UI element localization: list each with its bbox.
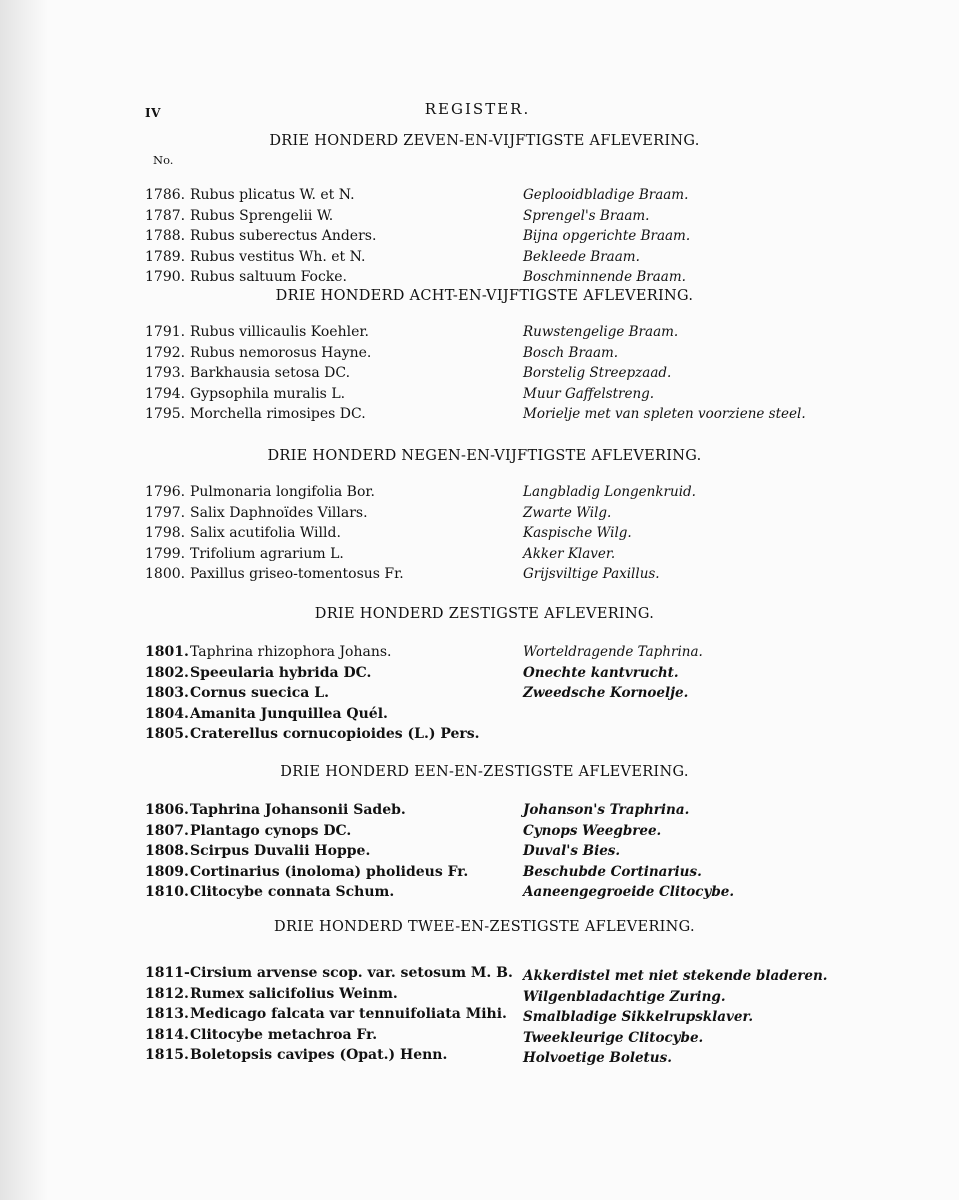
latin-name: Medicago falcata var tennuifoliata Mihi. (190, 1006, 507, 1022)
entry-number: 1815. (145, 1047, 189, 1063)
dutch-name: Tweekleurige Clitocybe. (523, 1029, 704, 1046)
entry-number: 1800. (145, 566, 186, 582)
entry-number: 1789. (145, 248, 186, 265)
latin-name: Cortinarius (inoloma) pholideus Fr. (190, 863, 469, 880)
list-item (0, 685, 959, 706)
latin-name: Gypsophila muralis L. (190, 385, 346, 402)
section-title: DRIE HONDERD ACHT-EN-VIJFTIGSTE AFLEVERING. (275, 288, 694, 304)
entry-number: 1798. (145, 525, 186, 541)
list-item (0, 864, 959, 885)
dutch-name: Bekleede Braam. (523, 248, 640, 265)
list-item (0, 269, 959, 290)
latin-name: Rubus plicatus W. et N. (190, 187, 355, 203)
dutch-name: Muur Gaffelstreng. (523, 385, 655, 402)
dutch-name: Smalbladige Sikkelrupsklaver. (523, 1009, 754, 1025)
entry-list (0, 484, 959, 587)
latin-name: Plantago cynops DC. (190, 822, 352, 839)
entry-number: 1790. (145, 269, 186, 285)
dutch-name: Aaneengegroeide Clitocybe. (523, 884, 735, 900)
dutch-name: Morielje met van spleten voorziene steel. (523, 406, 806, 422)
dutch-name: Langbladig Longenkruid. (523, 484, 696, 500)
latin-name: Paxillus griseo-tomentosus Fr. (190, 566, 404, 582)
entry-list (0, 965, 959, 1068)
dutch-name: Akker Klaver. (523, 545, 616, 562)
entry-number: 1807. (145, 822, 189, 839)
dutch-name: Duval's Bies. (523, 843, 621, 859)
list-item (0, 665, 959, 686)
latin-name: Craterellus cornucopioides (L.) Pers. (190, 726, 480, 742)
section-title: DRIE HONDERD ZEVEN-EN-VIJFTIGSTE AFLEVERING. (269, 133, 700, 149)
list-item (0, 644, 959, 665)
list-item (0, 1027, 959, 1048)
latin-name: Rubus Sprengelii W. (190, 207, 334, 224)
dutch-name: Worteldragende Taphrina. (523, 644, 703, 660)
latin-name: Scirpus Duvalii Hoppe. (190, 843, 371, 859)
entry-list (0, 802, 959, 905)
entry-number: 1797. (145, 504, 186, 521)
list-item (0, 525, 959, 546)
list-item (0, 386, 959, 407)
list-item (0, 566, 959, 587)
page-title (0, 100, 959, 118)
latin-name: Cirsium arvense scop. var. setosum M. B. (190, 965, 513, 981)
list-item (0, 726, 959, 747)
dutch-name: Bosch Braam. (523, 344, 619, 361)
latin-name: Barkhausia setosa DC. (190, 365, 351, 381)
latin-name: Taphrina rhizophora Johans. (190, 644, 392, 660)
list-item (0, 843, 959, 864)
dutch-name: Johanson's Traphrina. (523, 802, 690, 818)
entry-number: 1793. (145, 365, 186, 381)
entry-number: 1814. (145, 1026, 189, 1043)
latin-name: Rubus villicaulis Koehler. (190, 324, 369, 340)
list-item (0, 365, 959, 386)
list-item (0, 986, 959, 1007)
dutch-name: Sprengel's Braam. (523, 207, 650, 224)
entry-number: 1786. (145, 187, 186, 203)
latin-name: Clitocybe metachroa Fr. (190, 1026, 378, 1043)
page-number: IV (145, 106, 161, 120)
list-item (0, 324, 959, 345)
entry-number: 1799. (145, 545, 186, 562)
dutch-name: Onechte kantvrucht. (523, 664, 679, 681)
list-item (0, 228, 959, 249)
entry-number: 1808. (145, 843, 189, 859)
entry-number: 1803. (145, 685, 189, 701)
entry-number: 1788. (145, 228, 186, 244)
latin-name: Trifolium agrarium L. (190, 545, 344, 562)
entry-number: 1804. (145, 705, 189, 722)
dutch-name: Zwarte Wilg. (523, 504, 612, 521)
dutch-name: Bijna opgerichte Braam. (523, 228, 691, 244)
list-item (0, 345, 959, 366)
entry-list (0, 644, 959, 747)
entry-number: 1813. (145, 1006, 189, 1022)
latin-name: Clitocybe connata Schum. (190, 884, 395, 900)
dutch-name: Zweedsche Kornoelje. (523, 685, 689, 701)
section-title: DRIE HONDERD ZESTIGSTE AFLEVERING. (314, 606, 655, 622)
latin-name: Taphrina Johansonii Sadeb. (190, 802, 406, 818)
list-item (0, 249, 959, 270)
section-title: DRIE HONDERD TWEE-EN-ZESTIGSTE AFLEVERING. (274, 919, 695, 935)
entry-number: 1801. (145, 644, 189, 660)
entry-number: 1810. (145, 884, 189, 900)
list-item (0, 546, 959, 567)
entry-number: 1811- (145, 965, 190, 981)
latin-name: Rubus suberectus Anders. (190, 228, 377, 244)
entry-number: 1787. (145, 207, 186, 224)
list-item (0, 1047, 959, 1068)
section-6 (0, 919, 959, 1066)
dutch-name: Wilgenbladachtige Zuring. (523, 988, 726, 1005)
latin-name: Rubus nemorosus Hayne. (190, 344, 372, 361)
list-item (0, 208, 959, 229)
list-item (0, 505, 959, 526)
section-3 (0, 448, 959, 582)
dutch-name: Borstelig Streepzaad. (523, 365, 672, 381)
entry-number: 1812. (145, 985, 189, 1002)
dutch-name: Kaspische Wilg. (523, 525, 632, 541)
latin-name: Rumex salicifolius Weinm. (190, 985, 398, 1002)
latin-name: Salix Daphnoïdes Villars. (190, 504, 368, 521)
list-item (0, 965, 959, 986)
latin-name: Pulmonaria longifolia Bor. (190, 484, 375, 500)
dutch-name: Grijsviltige Paxillus. (523, 566, 660, 582)
dutch-name: Geplooidbladige Braam. (523, 187, 689, 203)
list-item (0, 1006, 959, 1027)
list-item (0, 802, 959, 823)
list-item (0, 484, 959, 505)
entry-number: 1806. (145, 802, 189, 818)
latin-name: Boletopsis cavipes (Opat.) Henn. (190, 1047, 448, 1063)
dutch-name: Ruwstengelige Braam. (523, 324, 679, 340)
entry-number: 1792. (145, 344, 186, 361)
latin-name: Amanita Junquillea Quél. (190, 705, 388, 722)
page-title-text: REGISTER. (424, 100, 531, 118)
entry-number: 1791. (145, 324, 186, 340)
list-item (0, 406, 959, 427)
list-item (0, 187, 959, 208)
entry-number: 1795. (145, 406, 186, 422)
entry-number: 1809. (145, 863, 189, 880)
latin-name: Cornus suecica L. (190, 685, 329, 701)
latin-name: Morchella rimosipes DC. (190, 406, 366, 422)
entry-list (0, 324, 959, 427)
entry-number: 1805. (145, 726, 189, 742)
latin-name: Salix acutifolia Willd. (190, 525, 341, 541)
entry-number: 1796. (145, 484, 186, 500)
section-4 (0, 606, 959, 742)
number-column-header: No. (153, 153, 174, 167)
entry-number: 1802. (145, 664, 189, 681)
section-5 (0, 764, 959, 900)
section-title: DRIE HONDERD EEN-EN-ZESTIGSTE AFLEVERING. (280, 764, 689, 780)
dutch-name: Boschminnende Braam. (523, 269, 686, 285)
section-2 (0, 288, 959, 422)
latin-name: Speeularia hybrida DC. (190, 664, 372, 681)
list-item (0, 884, 959, 905)
entry-list (0, 187, 959, 290)
list-item (0, 706, 959, 727)
latin-name: Rubus vestitus Wh. et N. (190, 248, 366, 265)
section-title: DRIE HONDERD NEGEN-EN-VIJFTIGSTE AFLEVERING. (267, 448, 702, 464)
latin-name: Rubus saltuum Focke. (190, 269, 348, 285)
list-item (0, 823, 959, 844)
dutch-name: Cynops Weegbree. (523, 822, 662, 839)
dutch-name: Holvoetige Boletus. (523, 1050, 672, 1066)
dutch-name: Akkerdistel met niet stekende bladeren. (523, 968, 828, 984)
section-1 (0, 133, 959, 285)
dutch-name: Beschubde Cortinarius. (523, 863, 702, 880)
entry-number: 1794. (145, 385, 186, 402)
